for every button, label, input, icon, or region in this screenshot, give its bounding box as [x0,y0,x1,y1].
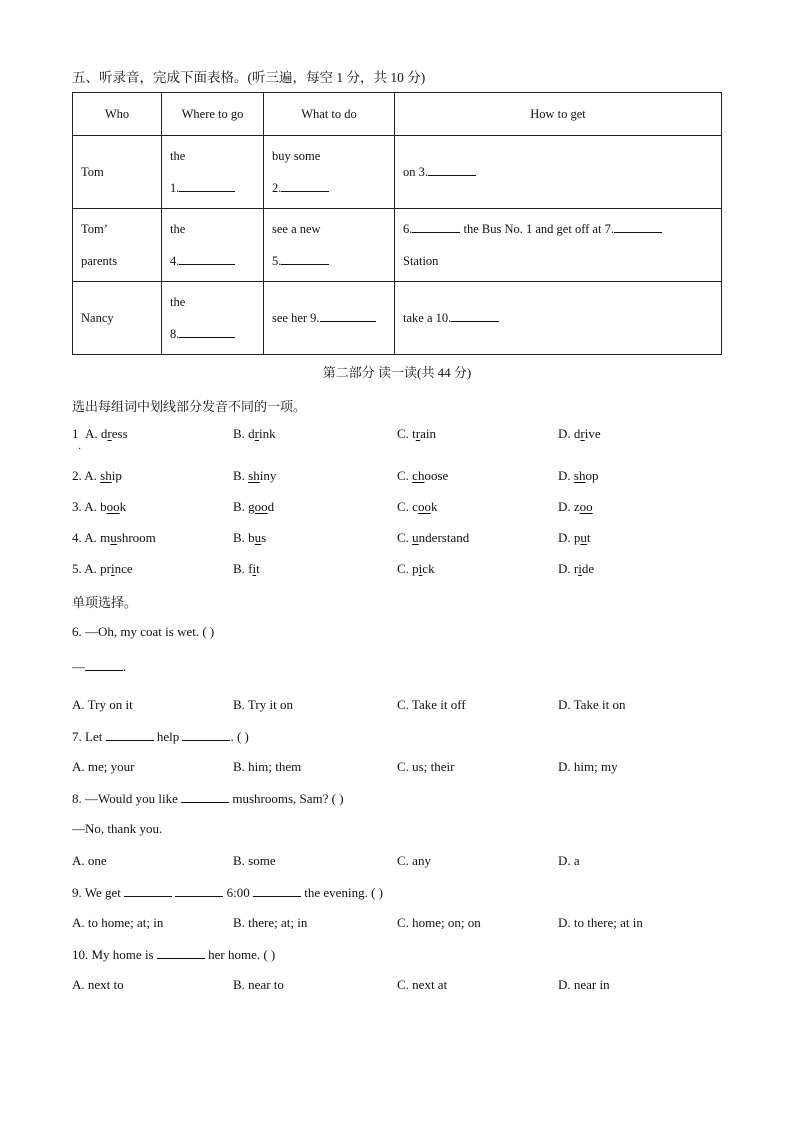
q6-option-b[interactable]: B. Try it on [233,697,293,712]
answer-blank[interactable] [124,884,172,897]
q8-option-d[interactable]: D. a [558,853,580,868]
question-7-stem: 7. Let help . ( ) [72,729,249,744]
question-number: 5. A. [72,561,101,576]
choice-instruction: 单项选择。 [72,595,138,610]
option-b[interactable]: B. good [233,499,275,514]
header-what: What to do [264,93,395,136]
cell-what [264,136,395,209]
q10-option-b[interactable]: B. near to [233,977,284,992]
table-header-row [73,93,722,136]
who-text: Tom [81,165,104,179]
header-where: Where to go [162,93,264,136]
option-c[interactable]: C. cook [397,499,438,514]
blank-number: 5. [272,254,282,268]
listening-table [72,92,722,355]
option-c[interactable]: C. choose [397,468,449,483]
answer-blank-3[interactable] [428,163,476,176]
header-who: Who [73,93,162,136]
question-6-reply: — . [72,659,127,674]
q10-option-a[interactable]: A. next to [72,977,124,992]
answer-blank[interactable] [106,728,154,741]
q8-option-a[interactable]: A. one [72,853,107,868]
option-c[interactable]: C. pick [397,561,435,576]
what-text: take a 10. [403,311,452,325]
option-b[interactable]: B. bus [233,530,267,545]
where-text: the [170,222,186,236]
q9-option-a[interactable]: A. to home; at; in [72,915,164,930]
option-c[interactable]: C. train [397,426,437,441]
cell-how [395,282,722,355]
answer-blank-4[interactable] [179,252,235,265]
phonics-question-2 [72,468,122,484]
decorative-dot: · [78,444,82,455]
cell-how [395,136,722,209]
q6-option-d[interactable]: D. Take it on [558,697,626,712]
cell-where [162,282,264,355]
option-d[interactable]: D. ride [558,561,595,576]
question-8-reply: —No, thank you. [72,821,163,836]
answer-blank-8[interactable] [179,325,235,338]
option-a[interactable]: book [100,499,127,514]
q9-option-c[interactable]: C. home; on; on [397,915,481,930]
answer-blank[interactable] [182,728,230,741]
who-text: Nancy [81,311,114,325]
what-text: see a new [272,222,321,236]
q8-option-b[interactable]: B. some [233,853,276,868]
phonics-question-4 [72,530,156,546]
cell-how [395,209,722,282]
q9-option-d[interactable]: D. to there; at in [558,915,643,930]
header-how: How to get [395,93,722,136]
option-a[interactable]: ship [100,468,122,483]
who-text: Tom’ [81,222,108,236]
q10-option-d[interactable]: D. near in [558,977,610,992]
option-b[interactable]: B. drink [233,426,276,441]
phonics-question-3 [72,499,126,515]
option-b[interactable]: B. shiny [233,468,277,483]
how-text: the Bus No. 1 and get off at 7. [460,222,614,236]
q9-option-b[interactable]: B. there; at; in [233,915,308,930]
table-row [73,209,722,282]
q7-option-d[interactable]: D. him; my [558,759,618,774]
question-8-stem: 8. —Would you like mushrooms, Sam? ( ) [72,791,344,806]
q7-option-a[interactable]: A. me; your [72,759,135,774]
cell-who [73,282,162,355]
blank-number: 1. [170,181,180,195]
option-d[interactable]: D. drive [558,426,601,441]
section5-title: 五、听录音，完成下面表格。(听三遍，每空 1 分，共 10 分) [72,70,426,85]
cell-who [73,136,162,209]
phonics-question-5 [72,561,133,577]
how-text: on 3. [403,165,428,179]
how-text: Station [403,254,439,268]
phonics-instruction: 选出每组词中划线部分发音不同的一项。 [72,399,307,414]
option-a[interactable]: A. dress [85,426,128,441]
cell-what [264,209,395,282]
q6-option-c[interactable]: C. Take it off [397,697,466,712]
where-text: the [170,149,186,163]
question-number: 4. A. [72,530,101,545]
option-d[interactable]: D. shop [558,468,599,483]
blank-number: 6. [403,222,413,236]
answer-blank-2[interactable] [281,179,329,192]
option-c[interactable]: C. understand [397,530,470,545]
cell-where [162,209,264,282]
question-number: 2. A. [72,468,101,483]
answer-blank[interactable] [85,658,123,671]
where-text: the [170,295,186,309]
cell-who [73,209,162,282]
blank-number: 2. [272,181,282,195]
option-d[interactable]: D. put [558,530,591,545]
table-row [73,136,722,209]
question-10-stem: 10. My home is her home. ( ) [72,947,276,962]
what-text: see her 9. [272,311,320,325]
question-6-stem: 6. —Oh, my coat is wet. ( ) [72,624,215,639]
answer-blank[interactable] [181,790,229,803]
answer-blank-9[interactable] [320,309,376,322]
option-a[interactable]: prince [100,561,133,576]
q10-option-c[interactable]: C. next at [397,977,448,992]
answer-blank[interactable] [253,884,301,897]
question-number: 3. A. [72,499,101,514]
answer-blank-6[interactable] [412,220,460,233]
question-9-stem: 9. We get 6:00 the evening. ( ) [72,885,383,900]
blank-number: 4. [170,254,180,268]
cell-what [264,282,395,355]
answer-blank-10[interactable] [451,309,499,322]
q6-option-a[interactable]: A. Try on it [72,697,133,712]
q7-option-c[interactable]: C. us; their [397,759,455,774]
question-number: 1 [72,426,79,441]
part2-title: 第二部分 读一读(共 44 分) [322,365,472,380]
cell-where [162,136,264,209]
who-text: parents [81,254,118,268]
answer-blank-1[interactable] [179,179,235,192]
option-b[interactable]: B. fit [233,561,260,576]
answer-blank-7[interactable] [614,220,662,233]
option-a[interactable]: mushroom [100,530,156,545]
phonics-question-1 [72,426,128,442]
q8-option-c[interactable]: C. any [397,853,431,868]
option-d[interactable]: D. zoo [558,499,593,514]
answer-blank-5[interactable] [281,252,329,265]
blank-number: 8. [170,327,180,341]
answer-blank[interactable] [175,884,223,897]
q7-option-b[interactable]: B. him; them [233,759,302,774]
what-text: buy some [272,149,321,163]
answer-blank[interactable] [157,946,205,959]
table-row [73,282,722,355]
